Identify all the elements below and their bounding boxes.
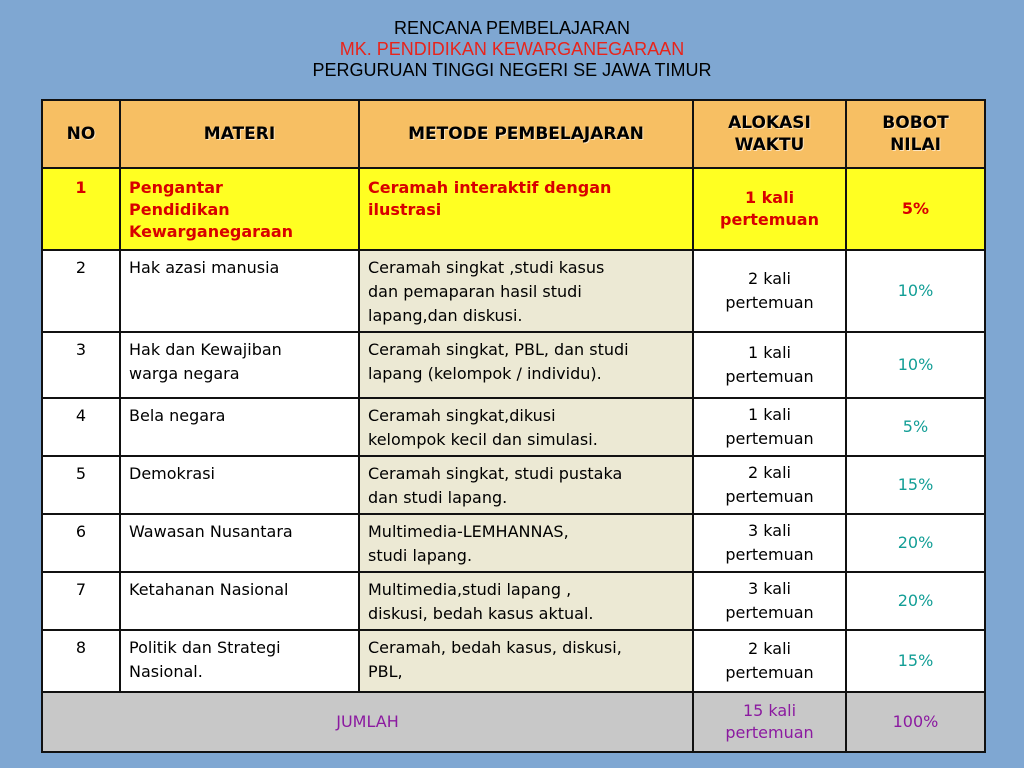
table-row-5 <box>42 456 985 514</box>
cell-alokasi: 3 kali pertemuan <box>693 572 846 630</box>
header-alokasi: ALOKASI WAKTU <box>693 100 846 168</box>
cell-bobot: 15% <box>846 630 985 692</box>
table-row-6 <box>42 514 985 572</box>
title-block <box>0 18 1024 81</box>
cell-bobot: 20% <box>846 572 985 630</box>
cell-total-bobot: 100% <box>846 692 985 752</box>
cell-no: 1 <box>42 168 120 250</box>
cell-no: 3 <box>42 332 120 398</box>
cell-materi: Bela negara <box>120 398 359 456</box>
cell-alokasi: 1 kali pertemuan <box>693 168 846 250</box>
title-line-1: RENCANA PEMBELAJARAN <box>393 18 631 38</box>
cell-total-alokasi: 15 kali pertemuan <box>693 692 846 752</box>
cell-alokasi: 1 kali pertemuan <box>693 332 846 398</box>
cell-no: 2 <box>42 250 120 332</box>
cell-bobot: 20% <box>846 514 985 572</box>
cell-bobot: 5% <box>846 168 985 250</box>
cell-materi: Pengantar Pendidikan Kewarganegaraan <box>120 168 359 250</box>
cell-bobot: 10% <box>846 332 985 398</box>
table-row-3 <box>42 332 985 398</box>
cell-materi: Ketahanan Nasional <box>120 572 359 630</box>
cell-alokasi: 2 kali pertemuan <box>693 250 846 332</box>
table-header-row <box>42 100 985 168</box>
header-metode: METODE PEMBELAJARAN <box>359 100 693 168</box>
table-row-8 <box>42 630 985 692</box>
cell-no: 7 <box>42 572 120 630</box>
cell-alokasi: 1 kali pertemuan <box>693 398 846 456</box>
cell-metode: Ceramah singkat, PBL, dan studi lapang (kelompok / individu). <box>359 332 693 398</box>
cell-bobot: 10% <box>846 250 985 332</box>
cell-materi: Demokrasi <box>120 456 359 514</box>
table-row-4 <box>42 398 985 456</box>
table-total-row <box>42 692 985 752</box>
cell-metode: Multimedia-LEMHANNAS, studi lapang. <box>359 514 693 572</box>
cell-alokasi: 2 kali pertemuan <box>693 630 846 692</box>
cell-bobot: 5% <box>846 398 985 456</box>
title-line-2: MK. PENDIDIKAN KEWARGANEGARAAN <box>339 39 685 59</box>
cell-metode: Ceramah, bedah kasus, diskusi, PBL, <box>359 630 693 692</box>
cell-metode: Ceramah singkat, studi pustaka dan studi lapang. <box>359 456 693 514</box>
cell-no: 8 <box>42 630 120 692</box>
cell-total-label: JUMLAH <box>42 692 693 752</box>
cell-no: 5 <box>42 456 120 514</box>
cell-no: 6 <box>42 514 120 572</box>
table-row-1 <box>42 168 985 250</box>
header-no: NO <box>42 100 120 168</box>
cell-bobot: 15% <box>846 456 985 514</box>
cell-metode: Ceramah singkat ,studi kasus dan pemaparan hasil studi lapang,dan diskusi. <box>359 250 693 332</box>
header-bobot: BOBOT NILAI <box>846 100 985 168</box>
cell-metode: Multimedia,studi lapang , diskusi, bedah kasus aktual. <box>359 572 693 630</box>
table-row-7 <box>42 572 985 630</box>
title-line-3: PERGURUAN TINGGI NEGERI SE JAWA TIMUR <box>312 60 712 80</box>
table-row-2 <box>42 250 985 332</box>
cell-materi: Politik dan Strategi Nasional. <box>120 630 359 692</box>
cell-alokasi: 2 kali pertemuan <box>693 456 846 514</box>
header-materi: MATERI <box>120 100 359 168</box>
learning-plan-table <box>41 99 986 753</box>
cell-no: 4 <box>42 398 120 456</box>
cell-metode: Ceramah interaktif dengan ilustrasi <box>359 168 693 250</box>
cell-materi: Hak azasi manusia <box>120 250 359 332</box>
cell-alokasi: 3 kali pertemuan <box>693 514 846 572</box>
cell-metode: Ceramah singkat,dikusi kelompok kecil dan simulasi. <box>359 398 693 456</box>
cell-materi: Hak dan Kewajiban warga negara <box>120 332 359 398</box>
cell-materi: Wawasan Nusantara <box>120 514 359 572</box>
